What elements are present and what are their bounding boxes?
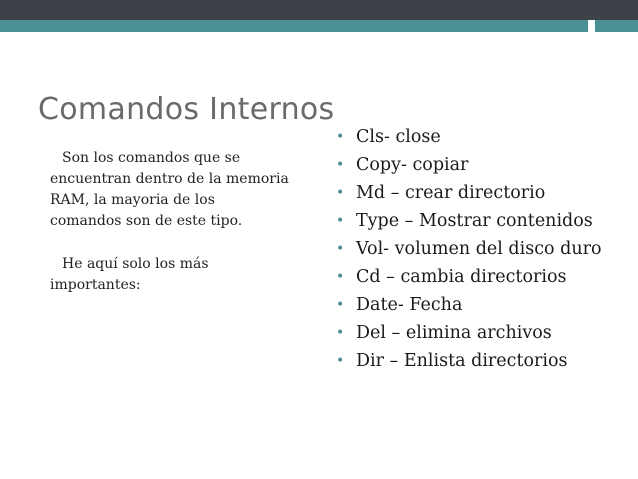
bullet-icon: • (336, 297, 345, 313)
list-item-text: Md – crear directorio (356, 183, 546, 203)
bullet-icon: • (336, 129, 345, 145)
bullet-icon: • (336, 213, 345, 229)
list-item (336, 152, 616, 178)
slide-title: Comandos Internos (38, 92, 335, 127)
bullet-icon: • (336, 353, 345, 369)
commands-list (336, 124, 616, 376)
bullet-icon: • (336, 325, 345, 341)
list-item (336, 180, 616, 206)
list-item-text: Date- Fecha (356, 295, 463, 315)
note-paragraph: He aquí solo los más importantes: (50, 256, 209, 293)
bullet-icon: • (336, 269, 345, 285)
list-item-text: Dir – Enlista directorios (356, 351, 568, 371)
header-dark-band (0, 0, 638, 20)
list-item (336, 236, 616, 262)
list-item-text: Vol- volumen del disco duro (356, 239, 602, 259)
left-text-column (50, 148, 290, 318)
list-item-text: Del – elimina archivos (356, 323, 552, 343)
header-accent-bar (0, 20, 588, 32)
list-item-text: Copy- copiar (356, 155, 469, 175)
list-item (336, 208, 616, 234)
list-item-text: Cd – cambia directorios (356, 267, 567, 287)
list-item (336, 124, 616, 150)
header-accent-block (595, 20, 638, 32)
intro-paragraph: Son los comandos que se encuentran dentro de la memoria RAM, la mayoria de los comandos son de este tipo. (50, 150, 289, 229)
bullet-icon: • (336, 185, 345, 201)
list-item (336, 320, 616, 346)
list-item-text: Cls- close (356, 127, 441, 147)
bullet-icon: • (336, 157, 345, 173)
list-item-text: Type – Mostrar contenidos (356, 211, 593, 231)
list-item (336, 348, 616, 374)
bullet-icon: • (336, 241, 345, 257)
list-item (336, 264, 616, 290)
list-item (336, 292, 616, 318)
